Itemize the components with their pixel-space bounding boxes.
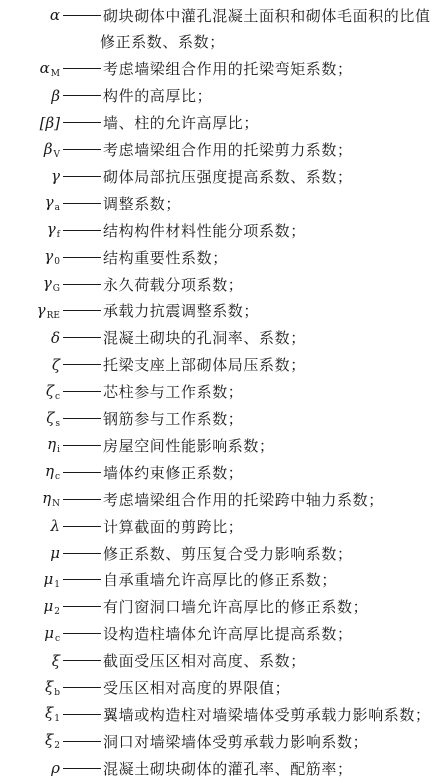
symbol-subscript: 0 <box>54 257 60 268</box>
em-dash-separator <box>63 95 101 96</box>
symbol <box>0 624 60 644</box>
symbol-subscript: N <box>52 499 60 510</box>
symbol-letter: ξ <box>44 677 54 696</box>
em-dash-separator <box>63 579 101 580</box>
symbol-description: 墙、柱的允许高厚比； <box>103 114 260 133</box>
symbol-letter: β <box>51 86 60 105</box>
em-dash-separator <box>63 553 101 554</box>
symbol <box>0 274 60 294</box>
symbol-letter: γ <box>42 274 52 292</box>
symbol-description: 结构重要性系数； <box>103 248 228 267</box>
em-dash-separator <box>63 418 101 419</box>
symbol-subscript: c <box>54 391 60 402</box>
symbol-entry <box>0 379 440 405</box>
symbol-description: 承载力抗震调整系数； <box>103 302 260 321</box>
symbol-entry <box>0 594 440 620</box>
symbol-description: 砌块砌体中灌孔混凝土面积和砌体毛面积的比值 <box>103 6 431 25</box>
symbol <box>0 435 60 455</box>
symbol-description: 墙体约束修正系数； <box>103 463 244 482</box>
symbol-subscript: 2 <box>54 741 60 752</box>
symbol-letter: [β] <box>39 113 60 132</box>
symbol <box>0 382 60 402</box>
symbol-entry <box>0 459 440 485</box>
symbol <box>0 167 60 185</box>
symbol-description: 芯柱参与工作系数； <box>103 383 244 402</box>
symbol-entry <box>0 621 440 647</box>
symbol-letter: ξ <box>51 651 60 670</box>
symbol-entry <box>0 244 440 270</box>
em-dash-separator <box>63 149 101 150</box>
em-dash-separator <box>63 660 101 661</box>
symbol <box>0 87 60 105</box>
symbol-subscript: 2 <box>54 606 60 617</box>
symbol-subscript: a <box>54 203 60 214</box>
em-dash-separator <box>63 122 101 123</box>
symbol-subscript: G <box>52 284 60 294</box>
symbol-entry <box>0 2 440 28</box>
symbol-subscript: M <box>50 68 60 79</box>
symbol-description: 修正系数、剪压复合受力影响系数； <box>103 544 353 563</box>
symbol-description: 有门窗洞口墙允许高厚比的修正系数； <box>103 598 369 617</box>
symbol-letter: μ <box>43 596 54 615</box>
em-dash-separator <box>63 741 101 742</box>
symbol-description: 构件的高厚比； <box>103 87 213 106</box>
em-dash-separator <box>63 284 101 285</box>
symbol-entry <box>0 701 440 727</box>
symbol-description: 考虑墙梁组合作用的托梁跨中轴力系数； <box>103 490 384 509</box>
symbol <box>0 140 60 160</box>
symbol-description: 计算截面的剪跨比； <box>103 517 244 536</box>
symbol-description: 钢筋参与工作系数； <box>103 410 244 428</box>
symbol-entry <box>0 486 440 512</box>
symbol <box>0 329 60 347</box>
symbol-letter: μ <box>50 544 60 562</box>
symbol-subscript: V <box>53 149 60 160</box>
symbol-entry <box>0 406 440 432</box>
em-dash-separator <box>63 176 101 177</box>
em-dash-separator <box>63 768 101 769</box>
symbol-description: 翼墙或构造柱对墙梁墙体受剪承载力影响系数； <box>103 705 431 724</box>
symbol <box>0 409 60 429</box>
symbol-subscript: RE <box>46 310 60 321</box>
symbol-letter: γ <box>44 193 54 212</box>
em-dash-separator <box>63 499 101 500</box>
symbol-entry <box>0 755 440 781</box>
symbol-description: 修正系数、系数； <box>100 33 225 52</box>
symbol-description: 砌体局部抗压强度提高系数、系数； <box>103 167 353 186</box>
symbol-letter: η <box>44 462 54 481</box>
em-dash-separator <box>63 606 101 607</box>
symbol <box>0 597 60 617</box>
symbol-entry <box>0 352 440 378</box>
symbol-letter: δ <box>50 328 60 347</box>
symbol <box>0 678 60 698</box>
symbol-description: 设构造柱墙体允许高厚比提高系数； <box>103 625 353 644</box>
symbol-letter: λ <box>50 517 60 536</box>
symbol-subscript: 1 <box>54 714 60 725</box>
symbol-entry <box>0 137 440 163</box>
symbol <box>0 114 60 132</box>
em-dash-separator <box>63 257 101 258</box>
symbol <box>0 6 60 24</box>
symbol-description: 受压区相对高度的界限值； <box>103 679 291 697</box>
em-dash-separator <box>63 633 101 634</box>
em-dash-separator <box>63 337 101 338</box>
symbol-description: 房屋空间性能影响系数； <box>103 436 275 455</box>
symbol-letter: ρ <box>51 759 60 778</box>
symbol-description: 混凝土砌块砌体的灌孔率、配筋率； <box>103 759 353 778</box>
symbol-entry <box>0 163 440 189</box>
symbol-subscript: i <box>57 445 60 456</box>
symbol-entry <box>0 648 440 674</box>
symbol-description: 混凝土砌块的孔洞率、系数； <box>103 329 306 348</box>
symbol-letter: γ <box>44 247 54 266</box>
em-dash-separator <box>63 391 101 392</box>
symbol-letter: ξ <box>45 704 54 723</box>
symbol-subscript: f <box>56 230 60 241</box>
symbol-subscript: b <box>54 687 60 698</box>
symbol-entry <box>0 325 440 351</box>
symbol-description: 考虑墙梁组合作用的托梁剪力系数； <box>103 141 353 159</box>
em-dash-separator <box>63 714 101 715</box>
em-dash-separator <box>63 526 101 527</box>
symbol <box>0 193 60 213</box>
symbol-description: 调整系数； <box>103 194 182 213</box>
symbol-letter: ζ <box>46 408 55 427</box>
symbol <box>0 652 60 670</box>
symbol <box>0 731 60 751</box>
symbol-letter: β <box>43 139 53 158</box>
symbol-entry <box>0 110 440 136</box>
symbol-description: 考虑墙梁组合作用的托梁弯矩系数； <box>103 60 353 79</box>
symbol-letter: η <box>47 435 57 454</box>
symbol <box>0 462 60 482</box>
symbol-entry <box>0 728 440 754</box>
symbol <box>0 247 60 267</box>
em-dash-separator <box>63 445 101 446</box>
symbol-entry <box>0 513 440 539</box>
symbol-description: 截面受压区相对高度、系数； <box>103 652 306 671</box>
symbol-entry <box>0 567 440 593</box>
symbol-letter: ζ <box>45 381 54 400</box>
symbol <box>0 570 60 590</box>
symbol-letter: η <box>42 489 52 508</box>
symbol-description: 永久荷载分项系数； <box>103 275 244 294</box>
symbol-letter: ξ <box>45 731 54 750</box>
symbol-description-continued <box>100 29 440 55</box>
em-dash-separator <box>63 364 101 365</box>
em-dash-separator <box>63 68 101 69</box>
em-dash-separator <box>63 310 101 311</box>
symbol-letter: γ <box>51 167 60 186</box>
symbol-entry <box>0 217 440 243</box>
symbol-letter: α <box>49 6 60 24</box>
em-dash-separator <box>63 472 101 473</box>
symbol <box>0 517 60 535</box>
symbol-subscript: 1 <box>54 579 60 590</box>
symbol-entry <box>0 540 440 566</box>
symbol-entry <box>0 83 440 109</box>
symbol-description: 托梁支座上部砌体局压系数； <box>103 356 306 375</box>
symbol <box>0 759 60 777</box>
symbol-letter: μ <box>44 623 54 642</box>
symbol <box>0 59 60 79</box>
em-dash-separator <box>63 687 101 688</box>
em-dash-separator <box>63 15 101 16</box>
symbol-entry <box>0 432 440 458</box>
symbol <box>0 544 60 562</box>
symbol-letter: α <box>39 58 50 77</box>
symbol-letter: μ <box>43 569 54 588</box>
symbol-description: 自承重墙允许高厚比的修正系数； <box>103 571 338 590</box>
symbol-letter: ζ <box>51 355 60 374</box>
symbol-entry <box>0 298 440 324</box>
symbol <box>0 704 60 724</box>
symbol-letter: γ <box>46 220 56 239</box>
symbol-description: 结构构件材料性能分项系数； <box>103 221 306 240</box>
symbol <box>0 301 60 321</box>
em-dash-separator <box>63 230 101 231</box>
symbol-entry <box>0 271 440 297</box>
symbol-entry <box>0 56 440 82</box>
symbol <box>0 356 60 374</box>
symbol-subscript: s <box>55 418 60 429</box>
symbol-subscript: c <box>54 633 60 644</box>
symbol-entry <box>0 675 440 701</box>
symbol <box>0 489 60 509</box>
symbol <box>0 220 60 240</box>
symbol-description: 洞口对墙梁墙体受剪承载力影响系数； <box>103 732 369 751</box>
symbol-entry <box>0 190 440 216</box>
symbol-letter: γ <box>36 300 46 319</box>
symbol-subscript: c <box>54 472 60 483</box>
em-dash-separator <box>63 203 101 204</box>
